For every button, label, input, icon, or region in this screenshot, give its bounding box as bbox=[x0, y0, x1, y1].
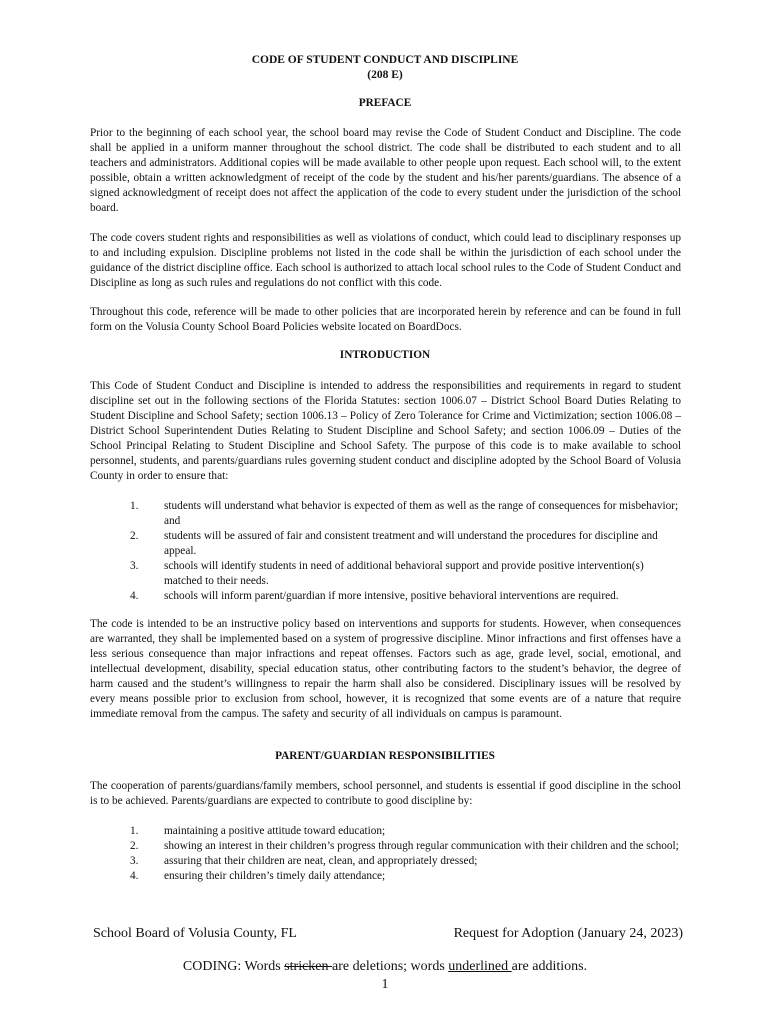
list-item bbox=[90, 869, 681, 884]
coding-prefix: CODING: Words bbox=[182, 959, 285, 974]
page-number: 1 bbox=[381, 977, 389, 992]
list-item bbox=[90, 854, 681, 869]
footer-adoption-date: Request for Adoption (January 24, 2023) bbox=[453, 926, 683, 941]
list-item bbox=[90, 589, 681, 604]
list-item-number: 3. bbox=[130, 855, 139, 867]
list-item-text: schools will identify students in need of additional behavioral support and provide positive intervention(s) matched to their needs. bbox=[164, 560, 644, 587]
list-item bbox=[90, 839, 681, 854]
list-item-number: 1. bbox=[130, 500, 139, 512]
list-item-number: 4. bbox=[130, 870, 139, 882]
list-item-number: 4. bbox=[130, 590, 139, 602]
list-item-text: showing an interest in their children’s progress through regular communication with their children and the school; bbox=[164, 840, 679, 852]
introduction-heading: INTRODUCTION bbox=[339, 349, 431, 361]
footer-board-name: School Board of Volusia County, FL bbox=[93, 926, 297, 941]
coding-stricken-sample: stricken bbox=[284, 959, 333, 974]
list-item-text: students will understand what behavior is expected of them as well as the range of consequences for misbehavior; and bbox=[164, 500, 679, 527]
list-item-number: 2. bbox=[130, 840, 139, 852]
list-item-text: assuring that their children are neat, clean, and appropriately dressed; bbox=[164, 855, 478, 867]
list-item-number: 1. bbox=[130, 825, 139, 837]
introduction-paragraph-1: This Code of Student Conduct and Discipline is intended to address the responsibilities and requirements in regard to student discipline set out in the following sections of the Florida Statutes: section 1006.07 – District School Board Duties Relating to Student Discipline and School Safety; section 1006.13 – Policy of Zero Tolerance for Crime and Victimization; section 1006.08 – District School Superintendent Duties Relating to Student Discipline and School Safety; and section 1006.09 – Duties of the School Principal Relating to Student Discipline and School Safety. The purpose of this code is to make available to school personnel, students, and parents/guardians rules governing student conduct and discipline adopted by the School Board of Volusia County in order to ensure that: bbox=[90, 380, 681, 482]
list-item bbox=[90, 824, 681, 839]
introduction-list bbox=[90, 499, 681, 604]
document-title: CODE OF STUDENT CONDUCT AND DISCIPLINE bbox=[251, 54, 519, 66]
parent-responsibilities-paragraph: The cooperation of parents/guardians/family members, school personnel, and students is essential if good discipline in the school is to be achieved. Parents/guardians are expected to contribute to good discipline by: bbox=[90, 780, 681, 807]
list-item-text: schools will inform parent/guardian if more intensive, positive behavioral interventions are required. bbox=[164, 590, 619, 602]
preface-paragraph-3: Throughout this code, reference will be made to other policies that are incorporated herein by reference and can be found in full form on the Volusia County School Board Policies website located on BoardDocs. bbox=[90, 306, 681, 333]
coding-suffix: are additions. bbox=[511, 959, 588, 974]
list-item-text: ensuring their children’s timely daily attendance; bbox=[164, 870, 386, 882]
preface-heading: PREFACE bbox=[358, 97, 412, 109]
list-item-number: 2. bbox=[130, 530, 139, 542]
coding-underlined-sample: underlined bbox=[448, 959, 512, 974]
preface-paragraph-1: Prior to the beginning of each school year, the school board may revise the Code of Student Conduct and Discipline. The code shall be applied in a uniform manner throughout the school district. The code shall be distributed to each student and to all teachers and administrators. Additional copies will be made available to other people upon request. Each school will, to the extent possible, obtain a written acknowledgment of receipt of the code by the student and his/her parents/guardians. The absence of a signed acknowledgment of receipt does not affect the application of the code to every student under the jurisdiction of the school board. bbox=[90, 127, 681, 214]
parent-responsibilities-list bbox=[90, 824, 681, 884]
list-item-number: 3. bbox=[130, 560, 139, 572]
list-item bbox=[90, 529, 681, 559]
coding-middle: are deletions; words bbox=[332, 959, 449, 974]
list-item bbox=[90, 499, 681, 529]
preface-paragraph-2: The code covers student rights and responsibilities as well as violations of conduct, which could lead to disciplinary responses up to and including expulsion. Discipline problems not listed in the code shall be within the jurisdiction of each school under the guidance of the district discipline office. Each school is authorized to attach local school rules to the Code of Student Conduct and Discipline as long as such rules and regulations do not conflict with this code. bbox=[90, 232, 681, 289]
parent-responsibilities-heading: PARENT/GUARDIAN RESPONSIBILITIES bbox=[275, 750, 495, 762]
list-item bbox=[90, 559, 681, 589]
coding-legend bbox=[0, 959, 770, 975]
introduction-paragraph-2: The code is intended to be an instructive policy based on interventions and supports for students. However, when consequences are warranted, they shall be implemented based on a system of progressive discipline. Minor infractions and first offenses have a less serious consequence than major infractions and repeat offenses. Factors such as age, grade level, social, emotional, and intellectual development, disability, special education status, other contributing factors to the student’s behavior, the degree of harm caused and the student’s willingness to repair the harm shall also be considered. Disciplinary issues will be resolved by every means possible prior to exclusion from school, however, it is recognized that some events are of a nature that require immediate removal from the campus. The safety and security of all individuals on campus is paramount. bbox=[90, 618, 681, 720]
list-item-text: maintaining a positive attitude toward education; bbox=[164, 825, 386, 837]
document-code: (208 E) bbox=[367, 69, 403, 81]
list-item-text: students will be assured of fair and consistent treatment and will understand the procedures for discipline and appeal. bbox=[164, 530, 658, 557]
